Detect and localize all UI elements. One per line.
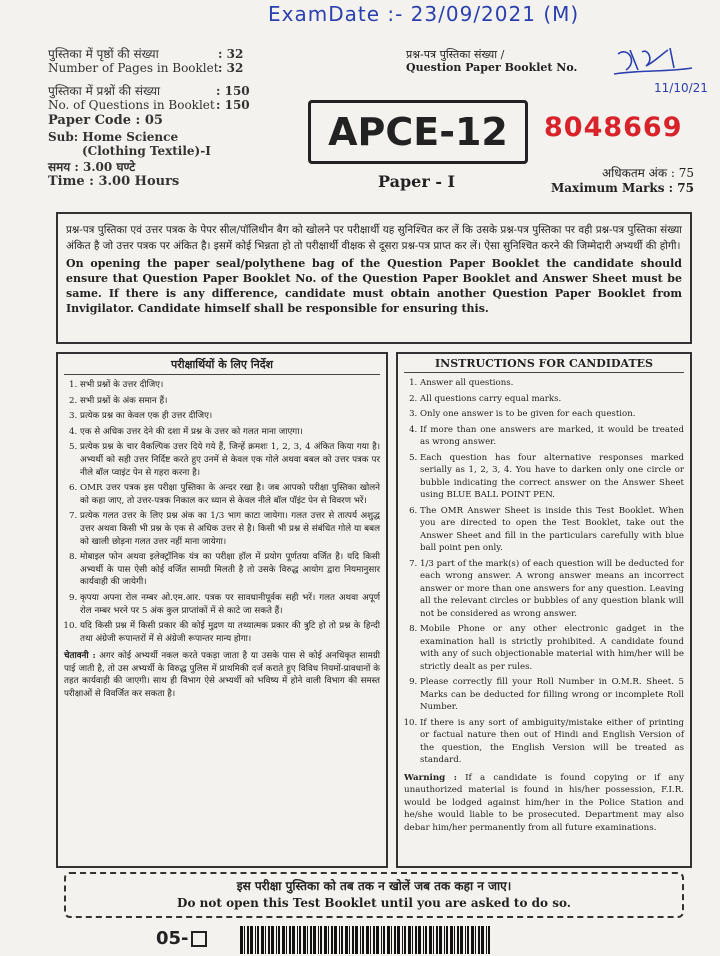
exam-code: APCE-12 (328, 110, 508, 154)
hindi-instruction-item: 9. कृपया अपना रोल नम्बर ओ.एम.आर. पत्रक पर सावधानीपूर्वक सही भरें। गलत अथवा अपूर्ण रोल नम्बर भरने पर 5 अंक कुल प्राप्तांकों में से काटे जा सकते हैं। (80, 592, 380, 617)
english-instruction-item: 4. If more than one answers are marked, it would be treated as wrong answer. (420, 424, 684, 449)
max-marks-en: Maximum Marks : 75 (550, 181, 694, 195)
max-marks (540, 166, 694, 196)
hindi-instruction-item: 1. सभी प्रश्नों के उत्तर दीजिए। (80, 379, 380, 392)
questions-label-hi: पुस्तिका में प्रश्नों की संख्या (48, 84, 161, 98)
hindi-warning-text: अगर कोई अभ्यर्थी नकल करते पकड़ा जाता है या उसके पास से कोई अनधिकृत सामग्री पाई जाती है, तो उस अभ्यर्थी के विरुद्ध पुलिस में प्राथमिकी दर्ज कराते हुए विविध नियमों-प्रावधानों के तहत कार्यवाही की जाएगी। साथ ही विभाग ऐसे अभ्यर्थी को भविष्य में होने वाली विभाग की समस्त परीक्षाओं से विवर्जित कर सकता है। (64, 651, 381, 700)
exam-code-box (308, 100, 528, 164)
hindi-instruction-item: 10. यदि किसी प्रश्न में किसी प्रकार की कोई मुद्रण या तथ्यात्मक प्रकार की त्रुटि हो तो प्रश्न के हिन्दी तथा अंग्रेजी रूपान्तरों में से अंग्रेजी रूपान्तर मान्य होगा। (80, 620, 380, 645)
english-instruction-item: 6. The OMR Answer Sheet is inside this Test Booklet. When you are directed to open the Test Booklet, take out the Answer Sheet and fill in the particulars carefully with blue ball point pen only. (420, 505, 684, 555)
booklet-details (48, 48, 308, 189)
english-warning-label: Warning : (404, 772, 457, 783)
hindi-warning-label: चेतावनी : (64, 651, 96, 662)
questions-label-en: No. of Questions in Booklet (48, 98, 215, 112)
booklet-check-warning (56, 212, 692, 344)
pages-label-hi: पुस्तिका में पृष्ठों की संख्या (48, 47, 159, 61)
time-en: Time : 3.00 Hours (48, 174, 180, 189)
pages-value-en: : 32 (218, 61, 244, 75)
english-instruction-item: 2. All questions carry equal marks. (420, 393, 684, 406)
paper-code: Paper Code : 05 (48, 113, 163, 128)
hindi-instruction-item: 6. OMR उत्तर पत्रक इस परीक्षा पुस्तिका के अन्दर रखा है। जब आपको परीक्षा पुस्तिका खोलने को कहा जाए, तो उत्तर-पत्रक निकाल कर ध्यान से केवल नीले बॉल पॉइंट पेन से विवरण भरें। (80, 482, 380, 507)
english-instruction-item: 3. Only one answer is to be given for each question. (420, 408, 684, 421)
english-instruction-item: 8. Mobile Phone or any other electronic gadget in the examination hall is strictly prohibited. A candidate found with any of such objectionable material with him/her will be strictly dealt as per rules. (420, 623, 684, 673)
questions-value-en: : 150 (216, 98, 250, 112)
pages-row-en (48, 62, 308, 75)
hindi-instruction-item: 7. प्रत्येक गलत उत्तर के लिए प्रश्न अंक का 1/3 भाग काटा जायेगा। गलत उत्तर से तात्पर्य अशुद्ध उत्तर अथवा किसी भी प्रश्न के एक से अधिक उत्तर से है। किसी भी प्रश्न से संबंधित गोले या बबल को खाली छोड़ना गलत उत्तर नहीं माना जायेगा। (80, 510, 380, 548)
max-marks-hi: अधिकतम अंक : 75 (601, 166, 694, 180)
series-box-icon (191, 931, 207, 947)
hindi-instructions-list (58, 375, 386, 645)
english-warning-text: If a candidate is found copying or if any unauthorized material is found in his/her possession, F.I.R. would be lodged against him/her in the Police Station and he/she would liable to be prosecuted. Department may also debar him/her permanently from all future examinations. (404, 772, 685, 833)
series-code-text: 05- (156, 928, 189, 949)
hindi-instruction-item: 2. सभी प्रश्नों के अंक समान हैं। (80, 395, 380, 408)
hindi-warning (58, 648, 386, 700)
english-warning (398, 770, 690, 835)
english-instruction-item: 10. If there is any sort of ambiguity/mistake either of printing or factual nature then out of Hindi and English Version of the question, the English Version will be treated as standard. (420, 717, 684, 767)
do-not-open-en: Do not open this Test Booklet until you are asked to do so. (177, 896, 571, 910)
hindi-instruction-item: 4. एक से अधिक उत्तर देने की दशा में प्रश्न के उत्तर को गलत माना जाएगा। (80, 426, 380, 439)
questions-value-hi: : 150 (216, 84, 250, 98)
questions-row-en (48, 99, 308, 112)
invigilator-signature (608, 44, 708, 100)
english-instructions-list (398, 373, 690, 767)
booklet-series-code (156, 928, 207, 949)
warning-english: On opening the paper seal/polythene bag of the Question Paper Booklet the candidate should ensure that Question Paper Booklet No. of the Question Paper Booklet and Answer Sheet must be same. If there is any difference, candidate must obtain another Question Paper Booklet from Invigilator. Candidate himself shall be responsible for ensuring this. (66, 257, 682, 315)
english-instruction-item: 9. Please correctly fill your Roll Number in O.M.R. Sheet. 5 Marks can be deducted for filling wrong or incomplete Roll Number. (420, 676, 684, 714)
handwritten-exam-date: ExamDate :- 23/09/2021 (M) (268, 2, 580, 26)
english-instructions-heading: INSTRUCTIONS FOR CANDIDATES (404, 354, 684, 373)
pages-label-en: Number of Pages in Booklet (48, 61, 219, 75)
hindi-instruction-item: 5. प्रत्येक प्रश्न के चार वैकल्पिक उत्तर दिये गये हैं, जिन्हें क्रमशः 1, 2, 3, 4 अंकित किया गया है। अभ्यर्थी को सही उत्तर निर्दिष्ट करते हुए उनमें से केवल एक गोले अथवा बबल को उत्तर पत्रक पर नीले बॉल प्वाइंट पेन से गहरा करना है। (80, 441, 380, 479)
do-not-open-hi: इस परीक्षा पुस्तिका को तब तक न खोलें जब तक कहा न जाए। (236, 879, 512, 893)
questions-row (48, 85, 308, 98)
do-not-open-notice (64, 872, 684, 918)
time-hi: समय : 3.00 घण्टे (48, 160, 136, 174)
barcode-icon (240, 926, 490, 954)
signature-date: 11/10/21 (654, 81, 708, 95)
english-instructions (396, 352, 692, 868)
hindi-instruction-item: 8. मोबाइल फोन अथवा इलेक्ट्रॉनिक यंत्र का परीक्षा हॉल में प्रयोग पूर्णतया वर्जित है। यदि किसी अभ्यर्थी के पास ऐसी कोई वर्जित सामग्री मिलती है तो उसके विरुद्ध आयोग द्वारा नियमानुसार कार्यवाही की जायेगी। (80, 551, 380, 589)
pages-row (48, 48, 308, 61)
booklet-number-label-en: Question Paper Booklet No. (406, 61, 578, 74)
subject-line1: Sub: Home Science (48, 130, 179, 144)
booklet-number-label-hi: प्रश्न-पत्र पुस्तिका संख्या / (406, 48, 505, 61)
booklet-number-label (406, 48, 577, 74)
english-instruction-item: 1. Answer all questions. (420, 377, 684, 390)
subject-line2: (Clothing Textile)-I (82, 144, 211, 158)
english-instruction-item: 7. 1/3 part of the mark(s) of each question will be deducted for each wrong answer. A wrong answer means an incorrect answer or more than one answers for any question. Leaving all the relevant circles or bubbles of any question blank will not be considered as wrong answer. (420, 558, 684, 621)
english-instruction-item: 5. Each question has four alternative responses marked serially as 1, 2, 3, 4. You have to darken only one circle or bubble indicating the correct answer on the Answer Sheet using BLUE BALL POINT PEN. (420, 452, 684, 502)
hindi-instructions-heading: परीक्षार्थियों के लिए निर्देश (64, 354, 380, 375)
warning-hindi: प्रश्न-पत्र पुस्तिका एवं उत्तर पत्रक के पेपर सील/पॉलिथीन बैग को खोलने पर परीक्षार्थी यह सुनिश्चित कर लें कि उसके प्रश्न-पत्र पुस्तिका पर वही प्रश्न-पत्र पुस्तिका संख्या अंकित है जो उत्तर पत्रक पर अंकित है। इसमें कोई भिन्नता हो तो परीक्षार्थी वीक्षक से दूसरा प्रश्न-पत्र प्राप्त कर लें। ऐसा सुनिश्चित करने की जिम्मेदारी अभ्यर्थी की होगी। (66, 224, 682, 252)
hindi-instructions (56, 352, 388, 868)
pages-value-hi: : 32 (218, 47, 244, 61)
paper-label: Paper - I (378, 172, 456, 191)
booklet-number: 8048669 (544, 112, 683, 143)
hindi-instruction-item: 3. प्रत्येक प्रश्न का केवल एक ही उत्तर दीजिए। (80, 410, 380, 423)
